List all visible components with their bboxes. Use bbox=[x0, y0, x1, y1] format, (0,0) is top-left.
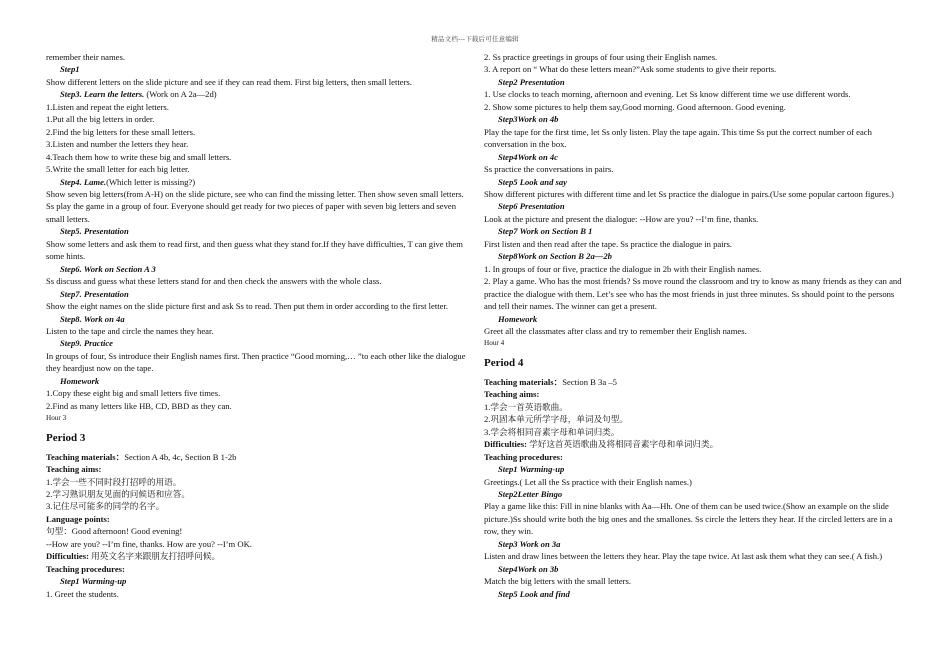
language-point: --How are you? --I’m fine, thanks. How are you? --I’m OK. bbox=[46, 538, 252, 549]
aims-label: Teaching aims: bbox=[484, 389, 540, 400]
text-line: 2.Find the big letters for these small letters. bbox=[46, 126, 196, 137]
difficulties-label: Difficulties: bbox=[46, 551, 89, 562]
homework-heading: Homework bbox=[60, 375, 100, 386]
language-points-label: Language points: bbox=[46, 513, 110, 524]
step-heading: Step8. Work on 4a bbox=[60, 313, 125, 324]
text-paragraph: Show different pictures with different time and let Ss practice the dialogue in pairs.(Use some popular cartoon figures.) bbox=[484, 188, 894, 199]
step-heading: Step3 Work on 3a bbox=[498, 538, 561, 549]
text-line: Listen to the tape and circle the names they hear. bbox=[46, 325, 214, 336]
text-paragraph: Show the eight names on the slide picture first and ask Ss to read. Then put them in order according to the first letter. bbox=[46, 301, 448, 312]
step-heading: Step1 Warming-up bbox=[60, 576, 127, 587]
text-paragraph: Ss play the game in a group of four. Everyone should get ready for two pieces of paper with seven big letters and seven small letters. bbox=[46, 201, 456, 224]
difficulties-label: Difficulties: bbox=[484, 439, 527, 450]
text-line: Ss discuss and guess what these letters stand for and then check the answers with the whole class. bbox=[46, 276, 382, 287]
step-heading: Step8Work on Section B 2a—2b bbox=[498, 251, 612, 262]
step-heading: Step1 bbox=[60, 64, 80, 75]
step-heading bbox=[46, 176, 470, 188]
text-line: 5.Write the small letter for each big letter. bbox=[46, 164, 190, 175]
page-header-watermark: 精品文档---下载后可任意编辑 bbox=[431, 36, 519, 43]
materials-label: Teaching materials： bbox=[484, 376, 563, 387]
period-title: Period 4 bbox=[484, 356, 524, 369]
materials-value: Section B 3a –5 bbox=[562, 376, 617, 387]
aims-label: Teaching aims: bbox=[46, 464, 102, 475]
text-line: 1.Listen and repeat the eight letters. bbox=[46, 101, 169, 112]
step-heading: Step4Work on 4c bbox=[498, 151, 559, 162]
hour-label: Hour 3 bbox=[46, 414, 67, 423]
difficulties-value: 用英文名字来跟朋友打招呼问候。 bbox=[91, 551, 221, 562]
step-title: Step3. Learn the letters. bbox=[60, 89, 145, 100]
language-point: 句型：Good afternoon! Good evening! bbox=[46, 526, 183, 537]
difficulties-value: 学好这首英语歌曲及将相同音素字母和单词归类。 bbox=[529, 439, 719, 450]
materials-label: Teaching materials： bbox=[46, 451, 125, 462]
step-heading: Step9. Practice bbox=[60, 338, 113, 349]
step-note: (Work on A 2a—2d) bbox=[146, 89, 217, 100]
text-line: 1. Greet the students. bbox=[46, 588, 119, 599]
hour-label: Hour 4 bbox=[484, 339, 505, 348]
step-note: (Which letter is missing?) bbox=[106, 176, 196, 187]
text-paragraph: Listen and draw lines between the letters they hear. Play the tape twice. At last ask them what they can see.( A fish.) bbox=[484, 551, 883, 562]
text-line: 2. Ss practice greetings in groups of four using their English names. bbox=[484, 52, 718, 62]
step-heading: Step2Letter Bingo bbox=[498, 488, 563, 499]
aim-item: 2.学习熟识朋友见面的问候语和应答。 bbox=[46, 488, 190, 499]
procedures-label: Teaching procedures: bbox=[46, 563, 125, 574]
step-heading: Step2 Presentation bbox=[498, 76, 565, 87]
text-paragraph: 2. Play a game. Who has the most friends? Ss move round the classroom and try to know as many friends as they can and practice the dialogue with them. Let’s see who has the most friends in just three minutes. Ss should point to the persons and tell their names. The winner can get a present. bbox=[484, 276, 902, 312]
text-paragraph: Play a game like this: Fill in nine blanks with Aa—Hh. One of them can be used twice.(Show an example on the slide picture.)Ss should write both the big ones and the smallones. Ss circle the letters they hear. If the circled letters are in a row, they win. bbox=[484, 501, 893, 537]
step-heading: Step3Work on 4b bbox=[498, 114, 559, 125]
aim-item: 3.记住尽可能多的同学的名字。 bbox=[46, 501, 165, 512]
text-line: 1. In groups of four or five, practice the dialogue in 2b with their English names. bbox=[484, 263, 762, 274]
aim-item: 3.学会将相同音素字母和单词归类。 bbox=[484, 426, 620, 437]
step-heading: Step5. Presentation bbox=[60, 226, 129, 237]
text-paragraph: Show some letters and ask them to read first, and then guess what they stand for.If they have difficulties, T can give them some hints. bbox=[46, 238, 463, 262]
text-paragraph: Show seven big letters(from A-H) on the slide picture, see who can find the missing letter. Then show seven small letters. bbox=[46, 188, 464, 199]
text-line: Ss practice the conversations in pairs. bbox=[484, 164, 614, 175]
step-heading: Step7 Work on Section B 1 bbox=[498, 226, 593, 237]
text-line: Greet all the classmates after class and try to remember their English names. bbox=[484, 325, 747, 336]
left-column bbox=[46, 51, 470, 600]
aim-item: 1.学会一些不同时段打招呼的用语。 bbox=[46, 476, 182, 487]
right-column bbox=[484, 51, 902, 600]
step-heading: Step5 Look and find bbox=[498, 588, 570, 599]
period-title: Period 3 bbox=[46, 431, 86, 444]
text-line: 2. Show some pictures to help them say,Good morning. Good afternoon. Good evening. bbox=[484, 101, 786, 112]
step-heading: Step1 Warming-up bbox=[498, 464, 565, 475]
text-line: Greetings.( Let all the Ss practice with their English names.) bbox=[484, 476, 692, 487]
text-line: 1.Copy these eight big and small letters five times. bbox=[46, 388, 221, 399]
step-heading: Step4Work on 3b bbox=[498, 563, 559, 574]
text-line: 2.Find as many letters like HB, CD, BBD as they can. bbox=[46, 400, 232, 411]
step-heading: Step6 Presentation bbox=[498, 201, 565, 212]
text-paragraph: Play the tape for the first time, let Ss only listen. Play the tape again. This time Ss put the correct number of each conversation in the box. bbox=[484, 126, 872, 150]
text-line: Match the big letters with the small letters. bbox=[484, 576, 632, 587]
text-line: 1. Use clocks to teach morning, afternoon and evening. Let Ss know different time we use different words. bbox=[484, 89, 851, 100]
step-title: Step4. Lame. bbox=[60, 176, 107, 187]
step-heading bbox=[46, 88, 470, 100]
text-line: 4.Teach them how to write these big and small letters. bbox=[46, 151, 232, 162]
aim-item: 1.学会一首英语歌曲。 bbox=[484, 401, 568, 412]
aim-item: 2.巩固本单元所学字母，单词及句型。 bbox=[484, 414, 628, 425]
text-line: 3.Listen and number the letters they hear. bbox=[46, 139, 189, 150]
procedures-label: Teaching procedures: bbox=[484, 451, 563, 462]
text-line: First listen and then read after the tape. Ss practice the dialogue in pairs. bbox=[484, 238, 732, 249]
text-line: 3. A report on “ What do these letters mean?”Ask some students to give their reports. bbox=[484, 64, 777, 75]
materials-value: Section A 4b, 4c, Section B 1-2b bbox=[124, 451, 237, 462]
step-heading: Step7. Presentation bbox=[60, 288, 129, 299]
text-paragraph: In groups of four, Ss introduce their English names first. Then practice “Good morning,… ”to each other like the dialogue they heardjust now on the tape. bbox=[46, 350, 466, 374]
text-line: Look at the picture and present the dialogue: --How are you? --I’m fine, thanks. bbox=[484, 213, 759, 224]
text-line: Show different letters on the slide picture and see if they can read them. First big letters, then small letters. bbox=[46, 76, 412, 87]
homework-heading: Homework bbox=[498, 313, 538, 324]
step-heading: Step5 Look and say bbox=[498, 176, 567, 187]
step-heading: Step6. Work on Section A 3 bbox=[60, 263, 156, 274]
text-line: 1.Put all the big letters in order. bbox=[46, 114, 155, 125]
text-line: remember their names. bbox=[46, 52, 125, 62]
